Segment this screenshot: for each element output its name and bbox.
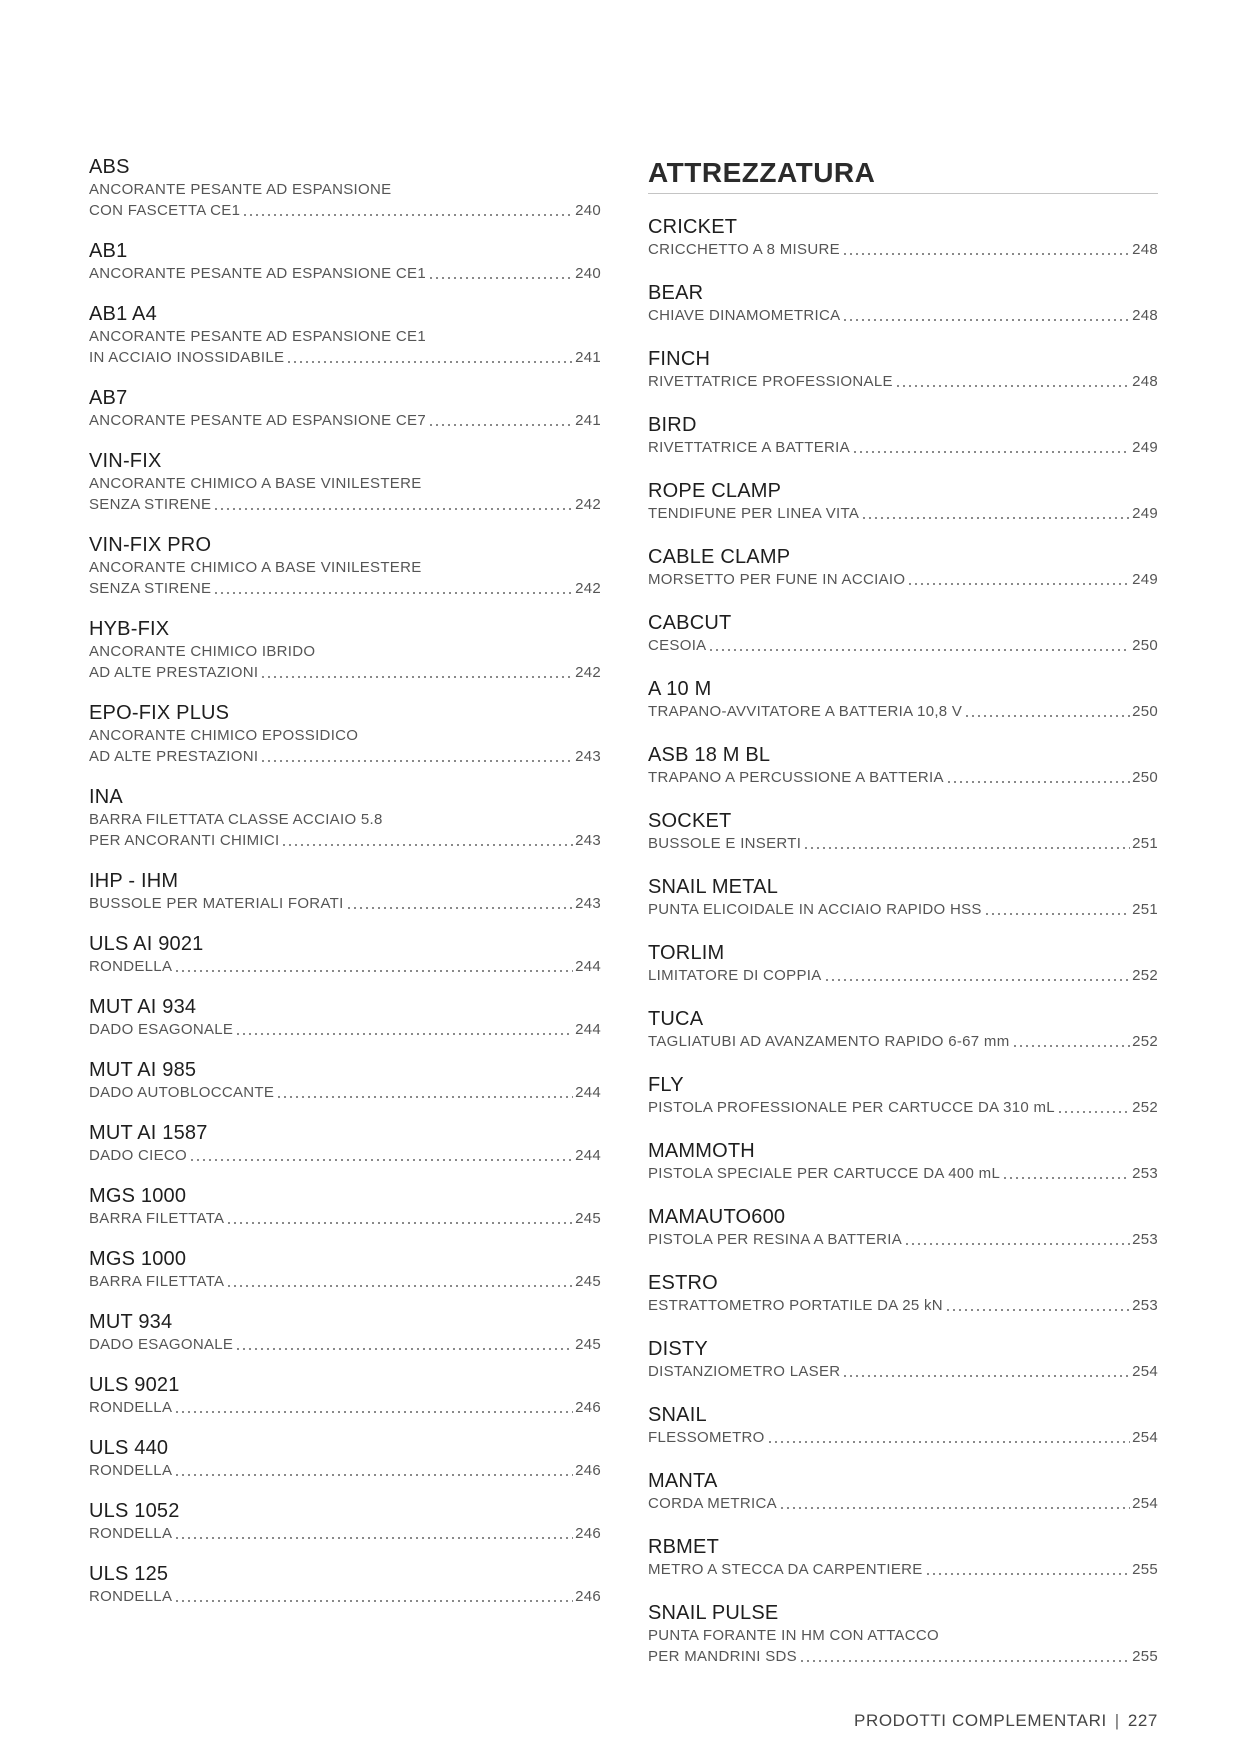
dot-leader: [852, 444, 1130, 454]
entry-description-line: [89, 1460, 601, 1481]
entry-description-line: [648, 1229, 1158, 1250]
entry-description-line: [89, 956, 601, 977]
entry-description-line: [648, 965, 1158, 986]
entry-description: ANCORANTE PESANTE AD ESPANSIONE CE7: [89, 412, 426, 429]
entry-page-number: 255: [1132, 1648, 1158, 1665]
toc-entry[interactable]: [89, 1247, 601, 1292]
entry-title: CRICKET: [648, 216, 738, 238]
toc-entry[interactable]: [89, 155, 601, 221]
dot-leader: [779, 1500, 1130, 1510]
entry-page-number: 245: [575, 1336, 601, 1353]
entry-title: DISTY: [648, 1338, 708, 1360]
dot-leader: [824, 972, 1131, 982]
entry-title: ULS 440: [89, 1437, 169, 1459]
entry-page-number: 244: [575, 1021, 601, 1038]
entry-description: SENZA STIRENE: [89, 580, 212, 597]
entry-page-number: 243: [575, 832, 601, 849]
toc-entry[interactable]: [648, 347, 1158, 392]
entry-description-line: [648, 239, 1158, 260]
entry-title: TORLIM: [648, 942, 725, 964]
toc-entry[interactable]: [648, 743, 1158, 788]
entry-description-line: [648, 767, 1158, 788]
entry-title: ABS: [89, 156, 130, 178]
dot-leader: [907, 576, 1130, 586]
entry-description: ANCORANTE CHIMICO A BASE VINILESTERE: [89, 475, 422, 492]
dot-leader: [226, 1215, 573, 1225]
entry-description-line: [648, 1559, 1158, 1580]
toc-entry[interactable]: [648, 1601, 1158, 1667]
dot-leader: [174, 963, 573, 973]
entry-description: PER MANDRINI SDS: [648, 1648, 797, 1665]
entry-description-line: [89, 1586, 601, 1607]
entry-description-line: [89, 494, 601, 515]
dot-leader: [842, 1368, 1130, 1378]
toc-entry[interactable]: [89, 302, 601, 368]
entry-description: CORDA METRICA: [648, 1495, 777, 1512]
toc-entry[interactable]: [89, 533, 601, 599]
entry-description: RIVETTATRICE PROFESSIONALE: [648, 373, 893, 390]
entry-description: IN ACCIAIO INOSSIDABILE: [89, 349, 285, 366]
dot-leader: [708, 642, 1130, 652]
entry-title: INA: [89, 786, 123, 808]
toc-entry[interactable]: [648, 479, 1158, 524]
toc-entry[interactable]: [648, 611, 1158, 656]
entry-description: BARRA FILETTATA: [89, 1273, 225, 1290]
entry-page-number: 245: [575, 1273, 601, 1290]
toc-entry[interactable]: [648, 1007, 1158, 1052]
toc-entry[interactable]: [89, 449, 601, 515]
entry-description: ANCORANTE PESANTE AD ESPANSIONE CE1: [89, 265, 426, 282]
entry-title: AB1: [89, 240, 128, 262]
entry-description-line: [648, 1646, 1158, 1667]
entry-page-number: 244: [575, 1147, 601, 1164]
entry-description-line: [648, 1493, 1158, 1514]
toc-entry[interactable]: [648, 1403, 1158, 1448]
entry-description-line: [648, 503, 1158, 524]
entry-description: DISTANZIOMETRO LASER: [648, 1363, 841, 1380]
dot-leader: [428, 270, 573, 280]
entry-description-line: [89, 641, 601, 662]
entry-description-line: [89, 263, 601, 284]
entry-description: DADO CIECO: [89, 1147, 188, 1164]
dot-leader: [945, 1302, 1130, 1312]
entry-description: ANCORANTE PESANTE AD ESPANSIONE CE1: [89, 328, 426, 345]
toc-entry[interactable]: [89, 932, 601, 977]
dot-leader: [189, 1152, 573, 1162]
entry-description: PISTOLA SPECIALE PER CARTUCCE DA 400 mL: [648, 1165, 1001, 1182]
dot-leader: [213, 585, 573, 595]
entry-description-line: [648, 899, 1158, 920]
toc-entry[interactable]: [89, 1436, 601, 1481]
entry-page-number: 253: [1132, 1297, 1158, 1314]
entry-title: VIN-FIX: [89, 450, 162, 472]
entry-page-number: 243: [575, 895, 601, 912]
entry-description-line: [89, 200, 601, 221]
toc-entry[interactable]: [89, 785, 601, 851]
entry-description-line: [89, 662, 601, 683]
entry-title: BIRD: [648, 414, 697, 436]
dot-leader: [904, 1236, 1130, 1246]
entry-description: RIVETTATRICE A BATTERIA: [648, 439, 850, 456]
entry-description-line: [89, 830, 601, 851]
entry-description: TAGLIATUBI AD AVANZAMENTO RAPIDO 6-67 mm: [648, 1033, 1010, 1050]
entry-title: EPO-FIX PLUS: [89, 702, 230, 724]
entry-page-number: 248: [1132, 307, 1158, 324]
entry-description-line: [648, 1295, 1158, 1316]
toc-entry[interactable]: [89, 1499, 601, 1544]
entry-description: TRAPANO A PERCUSSIONE A BATTERIA: [648, 769, 944, 786]
entry-title: ULS AI 9021: [89, 933, 204, 955]
entry-description-line: [648, 1163, 1158, 1184]
toc-entry[interactable]: [89, 1058, 601, 1103]
entry-description-line: [648, 1625, 1158, 1646]
entry-page-number: 242: [575, 496, 601, 513]
entry-page-number: 246: [575, 1399, 601, 1416]
dot-leader: [842, 246, 1130, 256]
dot-leader: [281, 837, 573, 847]
entry-description: TENDIFUNE PER LINEA VITA: [648, 505, 860, 522]
entry-page-number: 250: [1132, 769, 1158, 786]
dot-leader: [767, 1434, 1130, 1444]
entry-description-line: [89, 179, 601, 200]
dot-leader: [235, 1026, 573, 1036]
entry-description: PUNTA ELICOIDALE IN ACCIAIO RAPIDO HSS: [648, 901, 982, 918]
entry-page-number: 251: [1132, 835, 1158, 852]
entry-page-number: 254: [1132, 1495, 1158, 1512]
entry-title: ULS 9021: [89, 1374, 180, 1396]
toc-entry[interactable]: [648, 1073, 1158, 1118]
entry-description-line: [89, 1019, 601, 1040]
entry-page-number: 248: [1132, 373, 1158, 390]
entry-page-number: 253: [1132, 1165, 1158, 1182]
toc-entry[interactable]: [648, 1337, 1158, 1382]
toc-entry[interactable]: [89, 701, 601, 767]
entry-title: SNAIL PULSE: [648, 1602, 779, 1624]
entry-description: DADO ESAGONALE: [89, 1021, 234, 1038]
dot-leader: [174, 1593, 573, 1603]
toc-entry[interactable]: [89, 1562, 601, 1607]
entry-description-line: [89, 326, 601, 347]
entry-description: RONDELLA: [89, 1462, 173, 1479]
toc-entry[interactable]: [89, 995, 601, 1040]
entry-title: SNAIL: [648, 1404, 707, 1426]
toc-entry[interactable]: [648, 1205, 1158, 1250]
entry-description: RONDELLA: [89, 958, 173, 975]
toc-entry[interactable]: [89, 1373, 601, 1418]
entry-title: MAMMOTH: [648, 1140, 755, 1162]
entry-description-line: [89, 725, 601, 746]
toc-entry[interactable]: [648, 413, 1158, 458]
entry-page-number: 244: [575, 958, 601, 975]
entry-description: ESTRATTOMETRO PORTATILE DA 25 kN: [648, 1297, 943, 1314]
entry-description: CHIAVE DINAMOMETRICA: [648, 307, 841, 324]
dot-leader: [174, 1404, 573, 1414]
entry-description: ANCORANTE CHIMICO IBRIDO: [89, 643, 316, 660]
entry-title: MANTA: [648, 1470, 718, 1492]
entry-description: RONDELLA: [89, 1588, 173, 1605]
dot-leader: [276, 1089, 573, 1099]
entry-description-line: [89, 578, 601, 599]
entry-title: FINCH: [648, 348, 711, 370]
entry-page-number: 249: [1132, 505, 1158, 522]
dot-leader: [1002, 1170, 1130, 1180]
entry-description: BUSSOLE PER MATERIALI FORATI: [89, 895, 344, 912]
dot-leader: [242, 207, 573, 217]
entry-description: ANCORANTE CHIMICO EPOSSIDICO: [89, 727, 359, 744]
entry-description-line: [89, 1271, 601, 1292]
entry-page-number: 246: [575, 1462, 601, 1479]
entry-page-number: 252: [1132, 1033, 1158, 1050]
entry-page-number: 242: [575, 664, 601, 681]
entry-page-number: 241: [575, 349, 601, 366]
entry-description-line: [89, 893, 601, 914]
entry-title: MUT AI 934: [89, 996, 197, 1018]
toc-entry[interactable]: [648, 281, 1158, 326]
entry-description-line: [89, 1334, 601, 1355]
dot-leader: [213, 501, 573, 511]
entry-description: PER ANCORANTI CHIMICI: [89, 832, 280, 849]
entry-page-number: 246: [575, 1525, 601, 1542]
toc-entry[interactable]: [648, 545, 1158, 590]
entry-title: MUT AI 985: [89, 1059, 197, 1081]
dot-leader: [428, 417, 573, 427]
entry-description-line: [89, 473, 601, 494]
toc-entry[interactable]: [89, 239, 601, 284]
entry-description: CESOIA: [648, 637, 707, 654]
entry-page-number: 250: [1132, 637, 1158, 654]
entry-page-number: 246: [575, 1588, 601, 1605]
entry-description-line: [89, 1523, 601, 1544]
toc-entry[interactable]: [648, 941, 1158, 986]
toc-entry[interactable]: [89, 386, 601, 431]
dot-leader: [984, 906, 1130, 916]
dot-leader: [946, 774, 1130, 784]
entry-description-line: [648, 701, 1158, 722]
toc-entry[interactable]: [89, 1184, 601, 1229]
entry-title: BEAR: [648, 282, 704, 304]
entry-description-line: [648, 371, 1158, 392]
entry-description: TRAPANO-AVVITATORE A BATTERIA 10,8 V: [648, 703, 963, 720]
entry-title: ASB 18 M BL: [648, 744, 771, 766]
dot-leader: [861, 510, 1130, 520]
entry-description-line: [89, 809, 601, 830]
dot-leader: [235, 1341, 573, 1351]
dot-leader: [1057, 1104, 1130, 1114]
dot-leader: [174, 1467, 573, 1477]
entry-description-line: [89, 410, 601, 431]
entry-description-line: [89, 1208, 601, 1229]
entry-description: LIMITATORE DI COPPIA: [648, 967, 822, 984]
dot-leader: [799, 1653, 1130, 1663]
entry-page-number: 253: [1132, 1231, 1158, 1248]
entry-page-number: 243: [575, 748, 601, 765]
entry-description-line: [648, 569, 1158, 590]
toc-entry[interactable]: [648, 215, 1158, 260]
entry-description: PISTOLA PER RESINA A BATTERIA: [648, 1231, 903, 1248]
entry-description: AD ALTE PRESTAZIONI: [89, 748, 259, 765]
entry-description-line: [648, 1361, 1158, 1382]
footer-section-label: PRODOTTI COMPLEMENTARI: [854, 1711, 1107, 1730]
dot-leader: [1012, 1038, 1131, 1048]
entry-description: MORSETTO PER FUNE IN ACCIAIO: [648, 571, 906, 588]
entry-page-number: 251: [1132, 901, 1158, 918]
toc-entry[interactable]: [89, 1121, 601, 1166]
entry-description: PUNTA FORANTE IN HM CON ATTACCO: [648, 1627, 939, 1644]
entry-title: MUT AI 1587: [89, 1122, 208, 1144]
toc-entry[interactable]: [89, 869, 601, 914]
entry-description-line: [648, 1427, 1158, 1448]
entry-page-number: 255: [1132, 1561, 1158, 1578]
entry-title: AB7: [89, 387, 128, 409]
entry-title: VIN-FIX PRO: [89, 534, 212, 556]
section-heading: ATTREZZATURA: [648, 155, 1158, 194]
entry-title: HYB-FIX: [89, 618, 170, 640]
entry-description: BUSSOLE E INSERTI: [648, 835, 802, 852]
entry-description: AD ALTE PRESTAZIONI: [89, 664, 259, 681]
entry-description: METRO A STECCA DA CARPENTIERE: [648, 1561, 923, 1578]
entry-description: BARRA FILETTATA: [89, 1210, 225, 1227]
toc-entry[interactable]: [89, 1310, 601, 1355]
entry-title: ROPE CLAMP: [648, 480, 782, 502]
entry-title: RBMET: [648, 1536, 719, 1558]
footer-separator: |: [1114, 1711, 1120, 1730]
entry-description-line: [89, 1082, 601, 1103]
entry-page-number: 241: [575, 412, 601, 429]
toc-entry[interactable]: [648, 875, 1158, 920]
entry-page-number: 249: [1132, 439, 1158, 456]
dot-leader: [260, 669, 573, 679]
entry-page-number: 249: [1132, 571, 1158, 588]
entry-title: ESTRO: [648, 1272, 718, 1294]
entry-description-line: [648, 305, 1158, 326]
toc-entry[interactable]: [648, 1535, 1158, 1580]
entry-page-number: 250: [1132, 703, 1158, 720]
toc-entry[interactable]: [89, 617, 601, 683]
toc-entry[interactable]: [648, 809, 1158, 854]
entry-title: ULS 1052: [89, 1500, 180, 1522]
entry-page-number: 252: [1132, 967, 1158, 984]
entry-description: SENZA STIRENE: [89, 496, 212, 513]
toc-entry[interactable]: [648, 677, 1158, 722]
entry-description-line: [648, 1097, 1158, 1118]
dot-leader: [803, 840, 1130, 850]
entry-description: PISTOLA PROFESSIONALE PER CARTUCCE DA 310 mL: [648, 1099, 1055, 1116]
entry-title: MGS 1000: [89, 1248, 187, 1270]
dot-leader: [895, 378, 1130, 388]
dot-leader: [842, 312, 1130, 322]
page-footer: [854, 1710, 1158, 1732]
dot-leader: [260, 753, 573, 763]
entry-description-line: [89, 557, 601, 578]
entry-description-line: [89, 347, 601, 368]
dot-leader: [226, 1278, 573, 1288]
dot-leader: [174, 1530, 573, 1540]
entry-title: MAMAUTO600: [648, 1206, 786, 1228]
entry-page-number: 254: [1132, 1363, 1158, 1380]
dot-leader: [925, 1566, 1130, 1576]
entry-description: CRICCHETTO A 8 MISURE: [648, 241, 840, 258]
entry-description: RONDELLA: [89, 1399, 173, 1416]
entry-title: FLY: [648, 1074, 684, 1096]
entry-description-line: [648, 1031, 1158, 1052]
entry-title: A 10 M: [648, 678, 712, 700]
entry-description: ANCORANTE CHIMICO A BASE VINILESTERE: [89, 559, 422, 576]
toc-entry[interactable]: [648, 1139, 1158, 1184]
entry-description-line: [89, 1397, 601, 1418]
entry-title: SOCKET: [648, 810, 732, 832]
entry-description: RONDELLA: [89, 1525, 173, 1542]
entry-title: AB1 A4: [89, 303, 157, 325]
entry-description: ANCORANTE PESANTE AD ESPANSIONE: [89, 181, 392, 198]
entry-title: IHP - IHM: [89, 870, 179, 892]
entry-description-line: [648, 437, 1158, 458]
entry-title: TUCA: [648, 1008, 704, 1030]
entry-page-number: 240: [575, 202, 601, 219]
entry-description-line: [89, 1145, 601, 1166]
entry-description: FLESSOMETRO: [648, 1429, 765, 1446]
entry-page-number: 244: [575, 1084, 601, 1101]
entry-title: SNAIL METAL: [648, 876, 779, 898]
entry-page-number: 248: [1132, 241, 1158, 258]
entry-description: BARRA FILETTATA CLASSE ACCIAIO 5.8: [89, 811, 383, 828]
entry-page-number: 242: [575, 580, 601, 597]
dot-leader: [286, 354, 573, 364]
entry-description-line: [89, 746, 601, 767]
toc-entry[interactable]: [648, 1271, 1158, 1316]
dot-leader: [346, 900, 574, 910]
entry-description: DADO AUTOBLOCCANTE: [89, 1084, 275, 1101]
entry-description-line: [648, 635, 1158, 656]
entry-title: CABCUT: [648, 612, 732, 634]
entry-description-line: [648, 833, 1158, 854]
entry-page-number: 252: [1132, 1099, 1158, 1116]
entry-title: ULS 125: [89, 1563, 169, 1585]
entry-page-number: 240: [575, 265, 601, 282]
footer-page-number: 227: [1127, 1711, 1158, 1730]
entry-title: CABLE CLAMP: [648, 546, 791, 568]
entry-description: DADO ESAGONALE: [89, 1336, 234, 1353]
entry-title: MGS 1000: [89, 1185, 187, 1207]
toc-entry[interactable]: [648, 1469, 1158, 1514]
entry-title: MUT 934: [89, 1311, 173, 1333]
entry-description: CON FASCETTA CE1: [89, 202, 241, 219]
entry-page-number: 245: [575, 1210, 601, 1227]
entry-page-number: 254: [1132, 1429, 1158, 1446]
dot-leader: [964, 708, 1130, 718]
